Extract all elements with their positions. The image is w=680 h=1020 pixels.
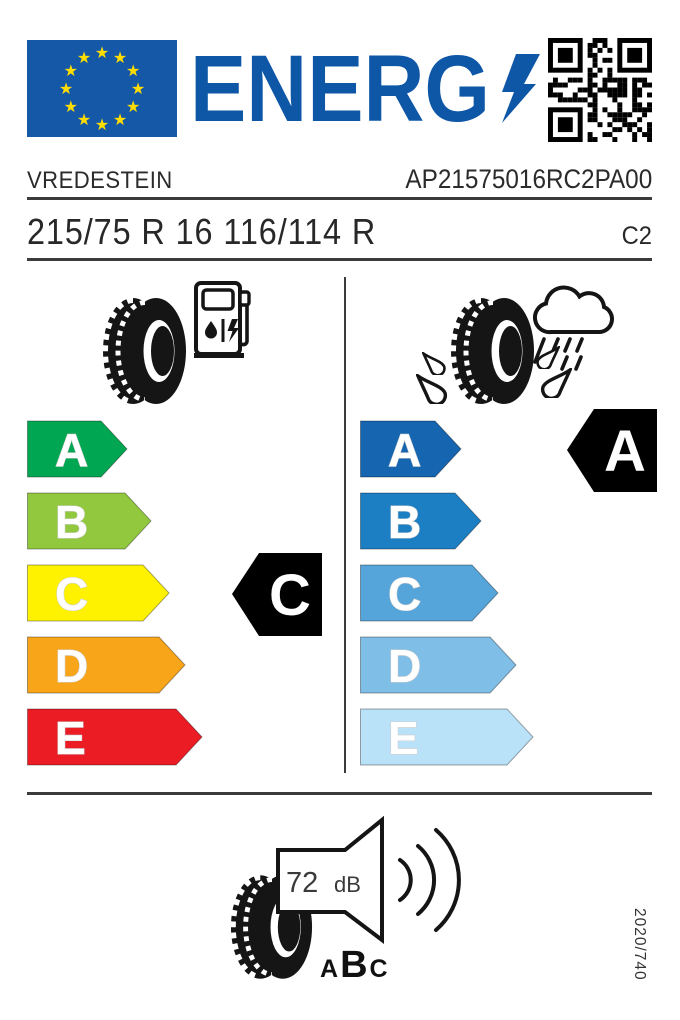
fuel-rating-letter: C (269, 563, 311, 628)
noise-class-letters (320, 944, 388, 986)
water-splash-icon (416, 374, 450, 404)
noise-value: 72 (286, 867, 319, 899)
star-icon: ★ (58, 81, 74, 98)
grade-letter-E: E (388, 712, 419, 764)
star-icon: ★ (112, 112, 128, 130)
noise-unit: dB (334, 872, 361, 897)
fuel-tire-icon (100, 296, 188, 406)
grade-letter-E: E (55, 712, 86, 764)
grade-bar-C (361, 565, 499, 621)
star-icon: ★ (63, 63, 78, 80)
wet-rating-letter: A (604, 419, 646, 484)
section-divider (344, 277, 346, 773)
star-icon: ★ (112, 49, 128, 67)
wet-grip-scale (360, 420, 572, 766)
grade-letter-C: C (55, 568, 89, 620)
product-code: AP21575016RC2PA00 (405, 164, 652, 194)
grade-bar-C (28, 565, 170, 621)
grade-bar-B (28, 493, 152, 549)
wet-tire-icon (448, 296, 536, 406)
vehicle-class: C2 (621, 222, 652, 250)
eu-flag (27, 40, 177, 137)
separator-line-size (27, 258, 652, 261)
fuel-rating-indicator (229, 550, 325, 639)
noise-class-C: C (369, 955, 388, 983)
grade-letter-C: C (388, 568, 422, 620)
star-icon: ★ (126, 63, 141, 80)
energ-wordmark: ENERG (190, 44, 490, 134)
water-splash-icon (534, 346, 560, 369)
fuel-efficiency-scale (27, 420, 239, 766)
lightning-bolt-icon (502, 54, 540, 123)
grade-letter-B: B (388, 496, 422, 548)
star-icon: ★ (76, 49, 92, 67)
separator-line-bottom (27, 792, 652, 795)
grade-letter-D: D (388, 640, 422, 692)
star-icon: ★ (76, 112, 92, 130)
energ-logo (188, 44, 548, 134)
grade-letter-A: A (388, 424, 422, 476)
grade-bar-D (28, 637, 186, 693)
water-splash-icon (538, 368, 572, 398)
noise-class-A: A (320, 955, 339, 983)
grade-letter-A: A (55, 424, 89, 476)
brand-text: VREDESTEIN (27, 167, 173, 194)
regulation-number: 2020/740 (631, 908, 648, 981)
qr-code (548, 38, 652, 142)
grade-bar-E (361, 709, 534, 765)
star-icon: ★ (94, 117, 110, 134)
grade-bar-E (28, 709, 203, 765)
grade-letter-B: B (55, 496, 89, 548)
wet-rating-indicator (564, 406, 660, 495)
star-icon: ★ (126, 99, 141, 116)
grade-bar-D (361, 637, 517, 693)
fuel-pump-icon (192, 281, 254, 359)
separator-line-top (27, 197, 652, 200)
star-icon: ★ (94, 45, 110, 62)
tire-size: 215/75 R 16 116/114 R (27, 211, 377, 252)
noise-rating-group (260, 812, 495, 992)
sound-waves-icon (400, 830, 459, 930)
star-icon: ★ (63, 99, 78, 116)
star-icon: ★ (130, 81, 146, 98)
water-splash-icon (422, 352, 448, 375)
grade-letter-D: D (55, 640, 89, 692)
noise-class-B: B (340, 944, 368, 986)
